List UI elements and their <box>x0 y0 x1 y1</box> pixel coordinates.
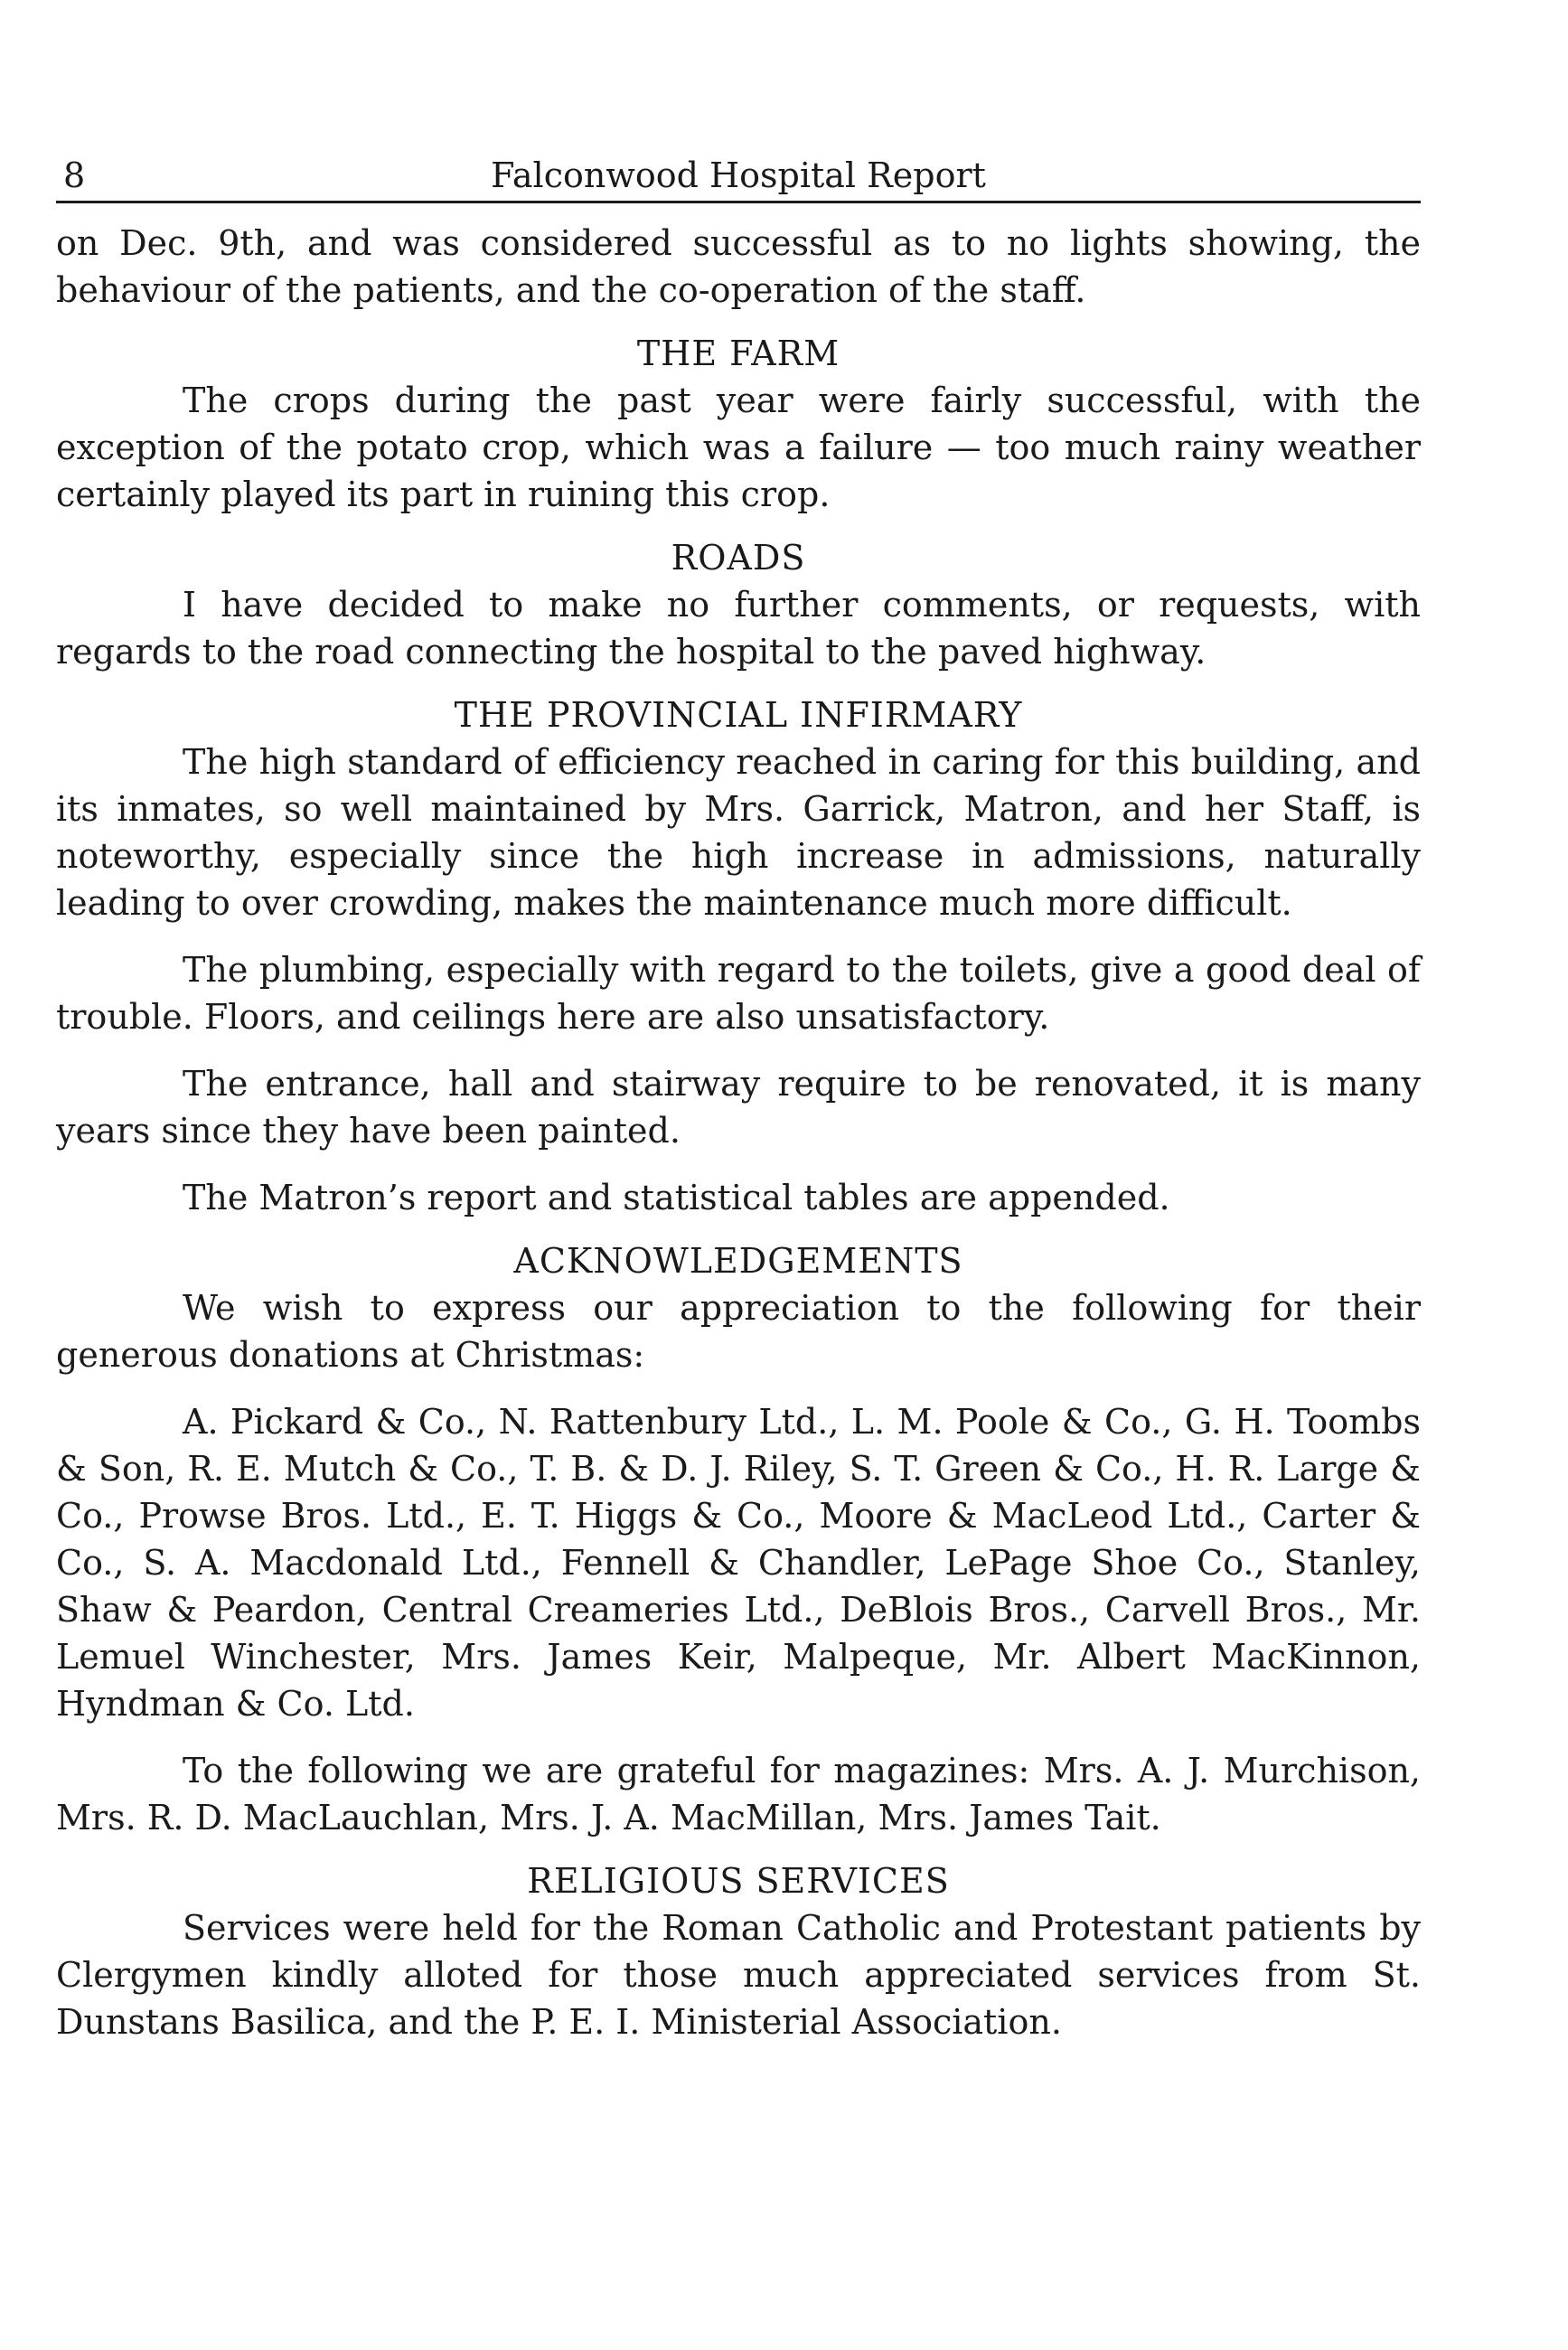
document-body <box>56 220 1421 2045</box>
acknowledgements-paragraph-2: A. Pickard & Co., N. Rattenbury Ltd., L. M. Poole & Co., G. H. Toombs & Son, R. E. Mutch & Co., T. B. & D. J. Riley, S. T. Green & Co., H. R. Large & Co., Prowse Bros. Ltd., E. T. Higgs & Co., Moore & MacLeod Ltd., Carter & Co., S. A. Macdonald Ltd., Fennell & Chandler, LePage Shoe Co., Stanley, Shaw & Peardon, Central Creameries Ltd., DeBlois Bros., Carvell Bros., Mr. Lemuel Winchester, Mrs. James Keir, Malpeque, Mr. Albert MacKinnon, Hyndman & Co. Ltd. <box>56 1402 1421 1724</box>
infirmary-paragraph-1: The high standard of efficiency reached in caring for this building, and its inmates, so well maintained by Mrs. Garrick, Matron, and her Staff, is noteworthy, especially since the high increase in admissions, naturally leading to over crowding, makes the maintenance much more difficult. <box>56 742 1421 923</box>
acknowledgements-paragraph-1: We wish to express our appreciation to the following for their generous donations at Christmas: <box>56 1288 1421 1375</box>
running-title: Falconwood Hospital Report <box>491 155 986 195</box>
page-number: 8 <box>63 155 86 195</box>
acknowledgements-heading: ACKNOWLEDGEMENTS <box>513 1241 963 1281</box>
infirmary-paragraph-4: The Matron’s report and statistical tables are appended. <box>183 1178 1170 1217</box>
infirmary-paragraph-3: The entrance, hall and stairway require to be renovated, it is many years since they have been painted. <box>56 1064 1421 1151</box>
infirmary-paragraph-2: The plumbing, especially with regard to the toilets, give a good deal of trouble. Floors, and ceilings here are also unsatisfactory. <box>56 950 1421 1037</box>
acknowledgements-paragraph-3: To the following we are grateful for magazines: Mrs. A. J. Murchison, Mrs. R. D. MacLauchlan, Mrs. J. A. MacMillan, Mrs. James Tait. <box>56 1751 1421 1838</box>
intro-paragraph: on Dec. 9th, and was considered successful as to no lights showing, the behaviour of the patients, and the co-operation of the staff. <box>56 223 1421 310</box>
document-page <box>56 145 1421 2045</box>
roads-paragraph: I have decided to make no further comments, or requests, with regards to the road connecting the hospital to the paved highway. <box>56 585 1421 672</box>
religious-services-paragraph: Services were held for the Roman Catholic and Protestant patients by Clergymen kindly alloted for those much appreciated services from St. Dunstans Basilica, and the P. E. I. Ministerial Association. <box>56 1908 1421 2042</box>
infirmary-heading: THE PROVINCIAL INFIRMARY <box>454 695 1023 735</box>
religious-services-heading: RELIGIOUS SERVICES <box>527 1861 950 1901</box>
farm-paragraph: The crops during the past year were fairly successful, with the exception of the potato crop, which was a failure — too much rainy weather certainly played its part in ruining this crop. <box>56 381 1421 514</box>
farm-heading: THE FARM <box>636 334 840 373</box>
page-header <box>56 145 1421 203</box>
roads-heading: ROADS <box>671 538 806 578</box>
